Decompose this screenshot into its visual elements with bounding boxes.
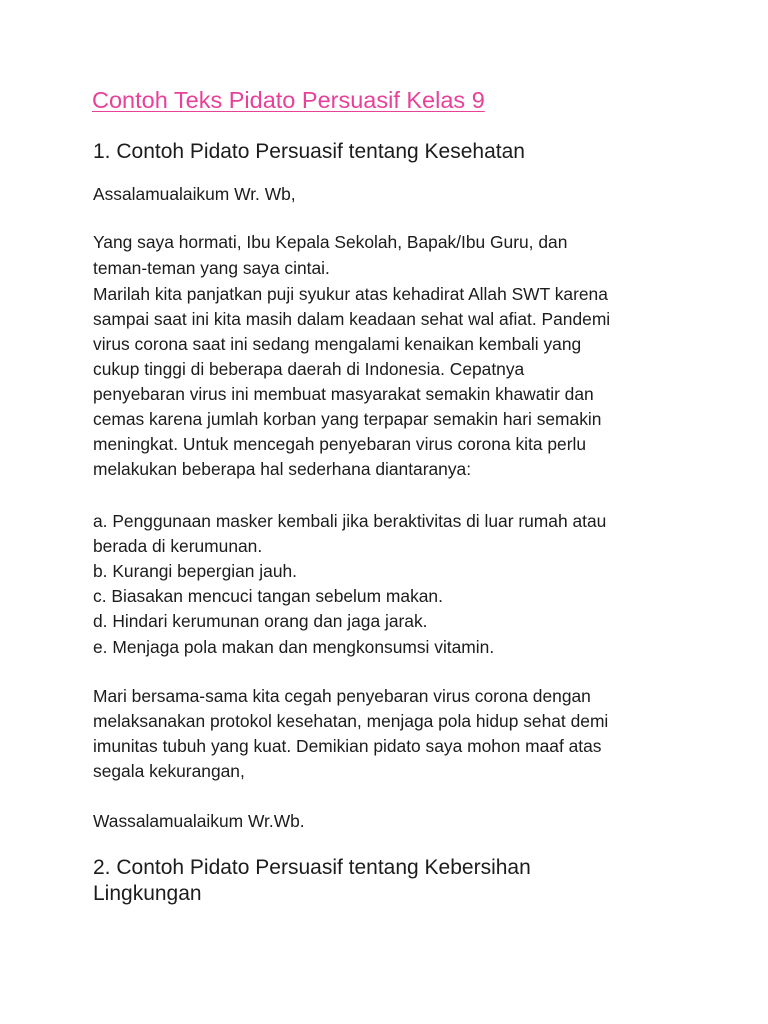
paragraph-line: imunitas tubuh yang kuat. Demikian pidato saya mohon maaf atas — [93, 736, 602, 756]
section-2-heading-continued: Lingkungan — [93, 882, 202, 905]
paragraph-line: segala kekurangan, — [93, 761, 245, 781]
farewell-line: Wassalamualaikum Wr.Wb. — [93, 811, 305, 831]
paragraph-line: cemas karena jumlah korban yang terpapar semakin hari semakin — [93, 409, 602, 429]
paragraph-line: sampai saat ini kita masih dalam keadaan sehat wal afiat. Pandemi — [93, 309, 611, 329]
list-item: e. Menjaga pola makan dan mengkonsumsi vitamin. — [93, 637, 495, 657]
paragraph-line: penyebaran virus ini membuat masyarakat semakin khawatir dan — [93, 384, 594, 404]
list-item: c. Biasakan mencuci tangan sebelum makan. — [93, 586, 443, 606]
paragraph-line: Mari bersama-sama kita cegah penyebaran virus corona dengan — [93, 686, 591, 706]
paragraph-line: melaksanakan protokol kesehatan, menjaga pola hidup sehat demi — [93, 711, 609, 731]
paragraph-line: Marilah kita panjatkan puji syukur atas kehadirat Allah SWT karena — [93, 284, 608, 304]
greeting-line: Assalamualaikum Wr. Wb, — [93, 184, 296, 204]
paragraph-line: cukup tinggi di beberapa daerah di Indonesia. Cepatnya — [93, 359, 525, 379]
list-item: b. Kurangi bepergian jauh. — [93, 561, 298, 581]
paragraph-line: Yang saya hormati, Ibu Kepala Sekolah, Bapak/Ibu Guru, dan — [93, 232, 568, 252]
section-1-heading: 1. Contoh Pidato Persuasif tentang Kesehatan — [93, 140, 525, 163]
paragraph-line: meningkat. Untuk mencegah penyebaran virus corona kita perlu — [93, 434, 587, 454]
list-item: d. Hindari kerumunan orang dan jaga jarak. — [93, 611, 428, 631]
list-item: a. Penggunaan masker kembali jika beraktivitas di luar rumah atau — [93, 511, 607, 531]
list-item: berada di kerumunan. — [93, 536, 263, 556]
paragraph-line: virus corona saat ini sedang mengalami kenaikan kembali yang — [93, 334, 582, 354]
paragraph-line: melakukan beberapa hal sederhana diantaranya: — [93, 459, 472, 479]
document-title-link[interactable]: Contoh Teks Pidato Persuasif Kelas 9 — [92, 87, 485, 113]
paragraph-line: teman-teman yang saya cintai. — [93, 258, 330, 278]
section-2-heading: 2. Contoh Pidato Persuasif tentang Kebersihan — [93, 856, 531, 879]
